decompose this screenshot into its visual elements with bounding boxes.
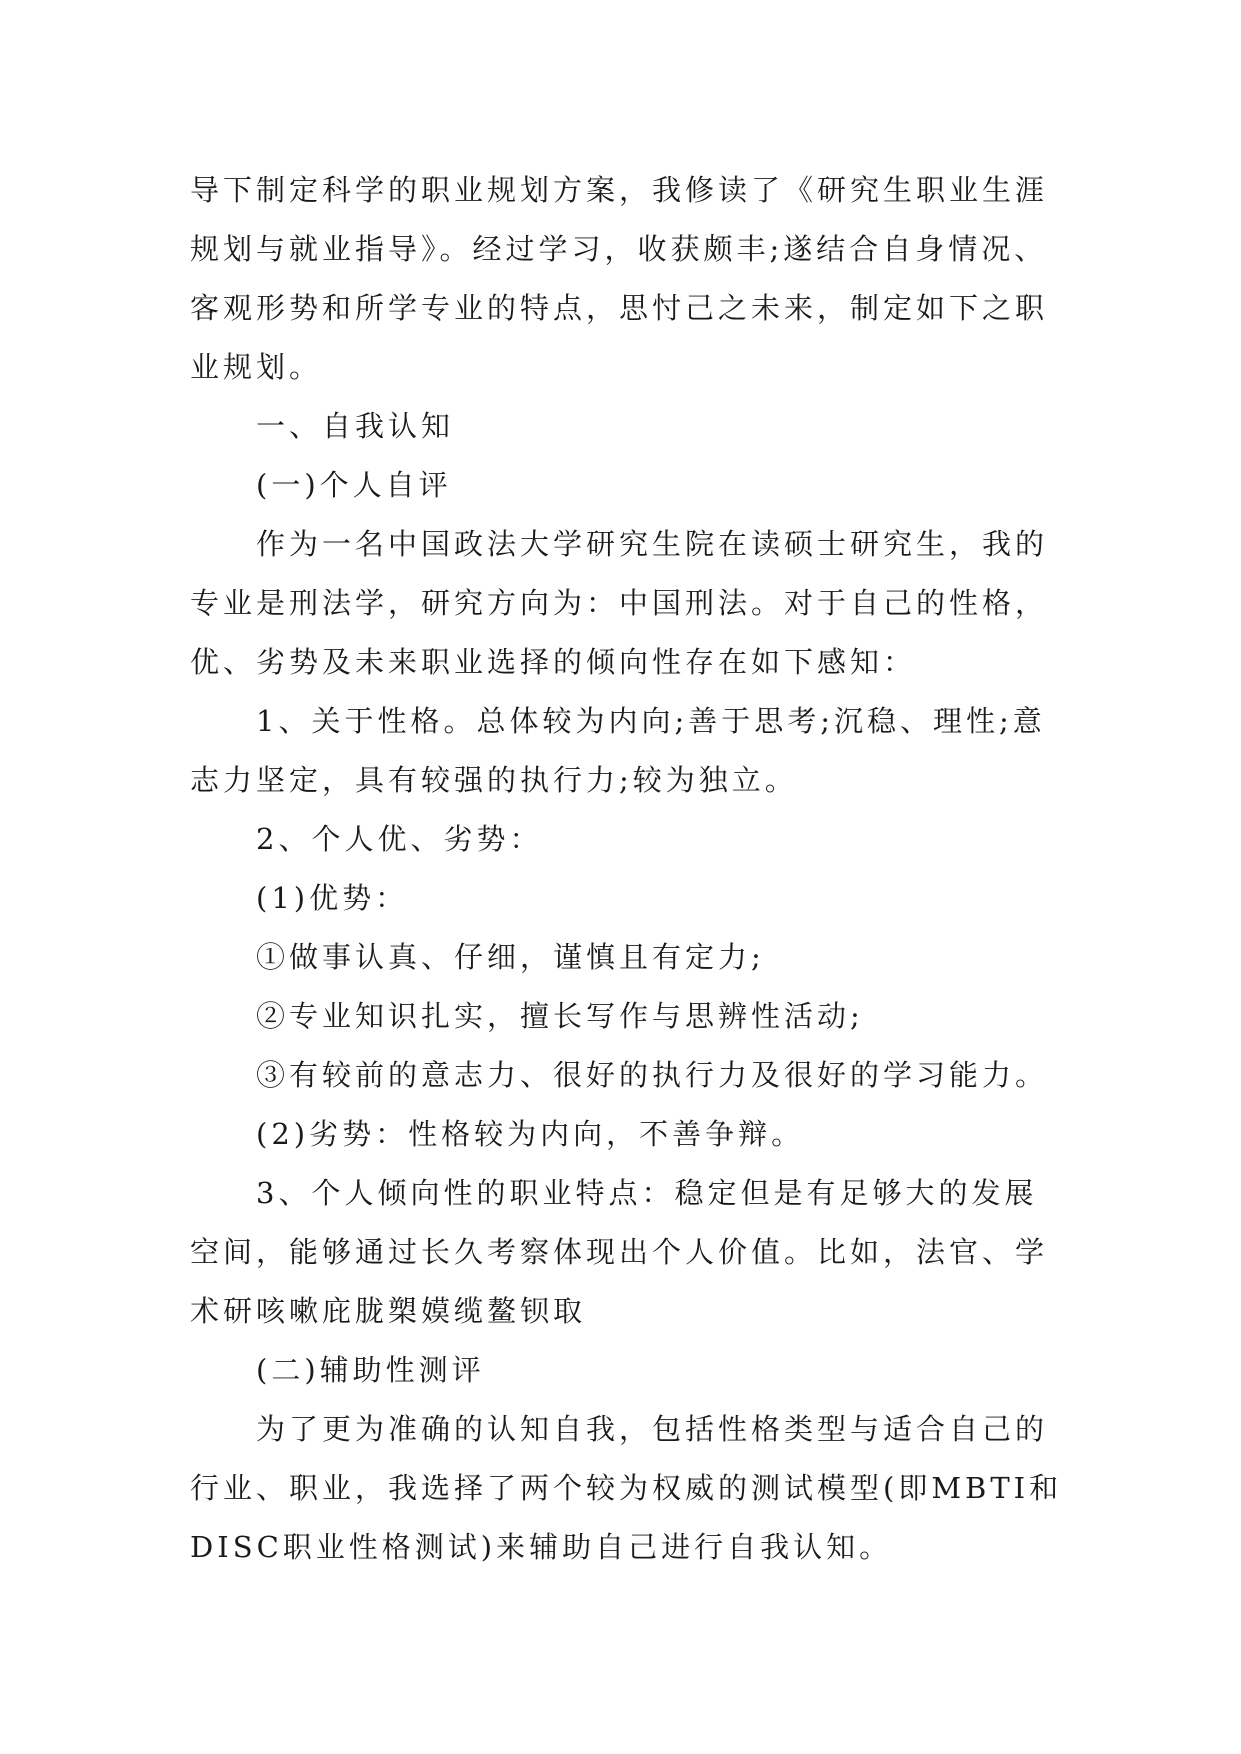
list-item-strength-3: ③有较前的意志力、很好的执行力及很好的学习能力。 — [256, 1058, 1049, 1092]
paragraph-self-description: 作为一名中国政法大学研究生院在读硕士研究生，我的专业是刑法学，研究方向为：中国刑法。对于自己的性格，优、劣势及未来职业选择的倾向性存在如下感知： — [190, 527, 1049, 679]
paragraph-intro: 导下制定科学的职业规划方案，我修读了《研究生职业生涯规划与就业指导》。经过学习，收获颇丰;遂结合自身情况、客观形势和所学专业的特点，思忖己之未来，制定如下之职业规划。 — [190, 173, 1049, 384]
paragraph-weaknesses: (2)劣势：性格较为内向，不善争辩。 — [256, 1117, 805, 1151]
list-item-strength-2: ②专业知识扎实，擅长写作与思辨性活动; — [256, 999, 864, 1033]
paragraph-tests: 为了更为准确的认知自我，包括性格类型与适合自己的行业、职业，我选择了两个较为权威的测试模型(即MBTI和DISC职业性格测试)来辅助自己进行自我认知。 — [190, 1412, 1063, 1564]
paragraph-strengths-label: (1)优势： — [256, 881, 409, 915]
list-item-strength-1: ①做事认真、仔细，谨慎且有定力; — [256, 940, 765, 974]
paragraph-strengths-weaknesses: 2、个人优、劣势： — [256, 822, 543, 856]
subheading-auxiliary-evaluation: (二)辅助性测评 — [256, 1353, 485, 1387]
heading-self-cognition: 一、自我认知 — [256, 409, 455, 443]
document-body — [190, 161, 1070, 1577]
paragraph-personality: 1、关于性格。总体较为内向;善于思考;沉稳、理性;意志力坚定，具有较强的执行力;较为独立。 — [190, 704, 1046, 797]
paragraph-career-traits: 3、个人倾向性的职业特点：稳定但是有足够大的发展空间，能够通过长久考察体现出个人价值。比如，法官、学术研咳嗽庇胧槊嫫缆鳌钡取 — [190, 1176, 1049, 1328]
subheading-personal-evaluation: (一)个人自评 — [256, 468, 452, 502]
